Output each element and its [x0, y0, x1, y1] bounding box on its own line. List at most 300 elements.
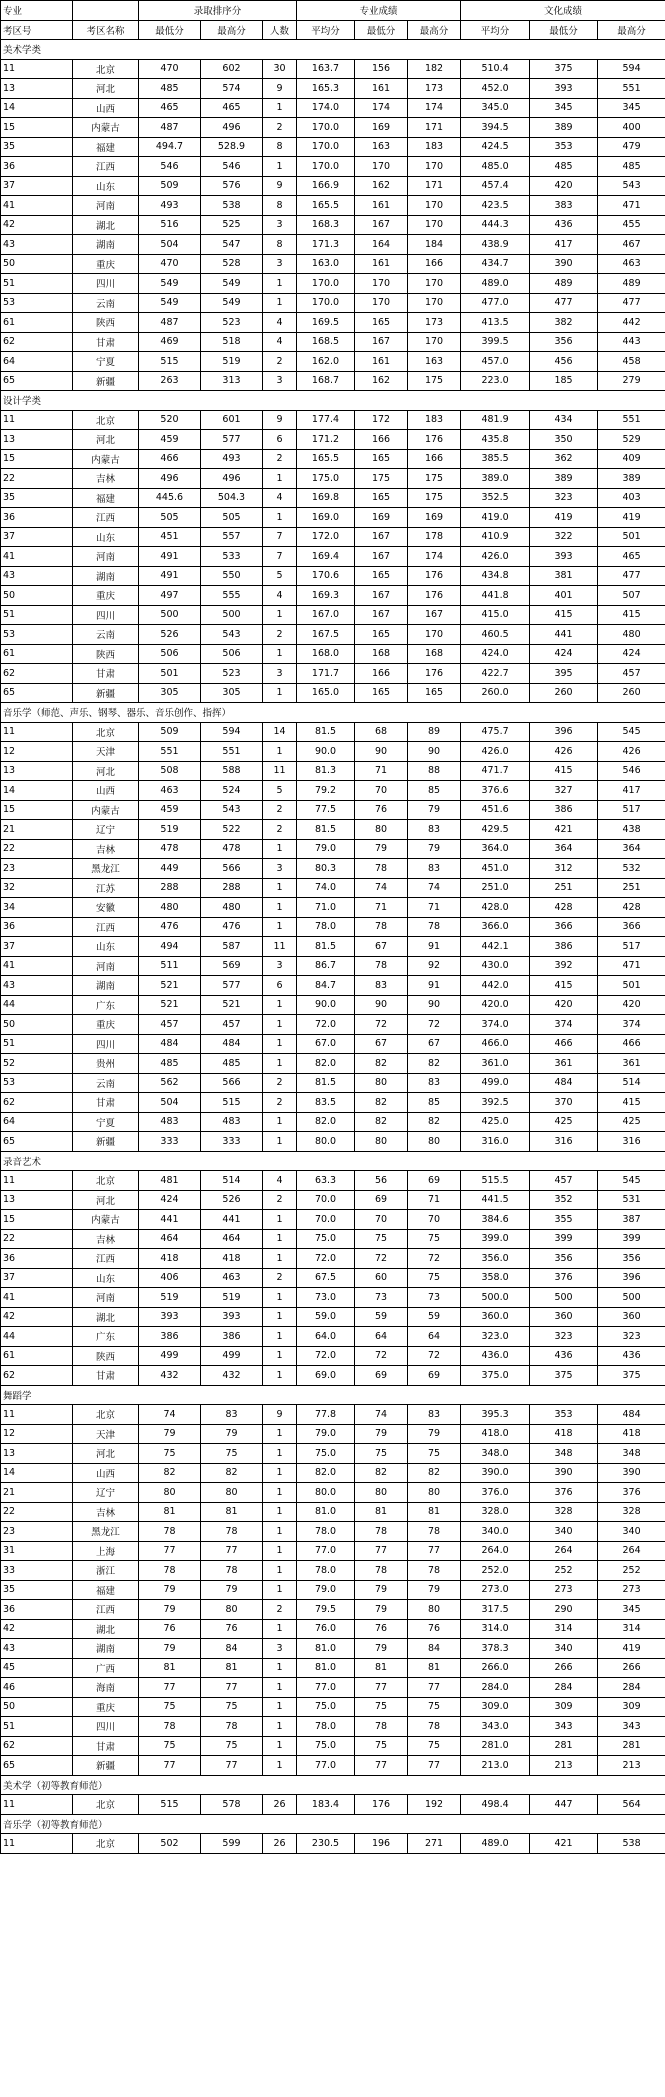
cell-professional-avg: 170.0 [297, 293, 355, 313]
cell-province-name: 云南 [73, 1073, 139, 1093]
cell-province-name: 湖南 [73, 1639, 139, 1659]
cell-culture-max: 418 [598, 1424, 665, 1444]
cell-admission-max: 393 [201, 1307, 263, 1327]
cell-professional-max: 80 [408, 1483, 461, 1503]
cell-professional-max: 271 [408, 1834, 461, 1854]
cell-professional-max: 84 [408, 1639, 461, 1659]
table-row [1, 176, 665, 196]
cell-admission-min: 459 [139, 800, 201, 820]
cell-professional-max: 183 [408, 410, 461, 430]
cell-province-code: 65 [1, 1132, 73, 1152]
cell-province-name: 内蒙古 [73, 800, 139, 820]
cell-culture-max: 424 [598, 644, 665, 664]
cell-province-name: 重庆 [73, 1015, 139, 1035]
cell-count: 1 [263, 98, 297, 118]
cell-province-code: 50 [1, 1697, 73, 1717]
cell-professional-avg: 72.0 [297, 1249, 355, 1269]
cell-culture-min: 251 [530, 878, 598, 898]
cell-professional-min: 165 [355, 566, 408, 586]
cell-province-name: 山东 [73, 176, 139, 196]
cell-professional-avg: 74.0 [297, 878, 355, 898]
cell-admission-max: 80 [201, 1483, 263, 1503]
cell-culture-min: 418 [530, 1424, 598, 1444]
cell-count: 3 [263, 1639, 297, 1659]
cell-culture-min: 355 [530, 1210, 598, 1230]
cell-culture-avg: 460.5 [461, 625, 530, 645]
cell-professional-max: 89 [408, 722, 461, 742]
cell-admission-max: 504.3 [201, 488, 263, 508]
cell-culture-min: 396 [530, 722, 598, 742]
table-header [1, 1, 665, 40]
cell-professional-max: 90 [408, 742, 461, 762]
cell-province-code: 61 [1, 313, 73, 333]
cell-culture-max: 458 [598, 352, 665, 372]
cell-culture-max: 409 [598, 449, 665, 469]
table-row [1, 313, 665, 333]
cell-admission-max: 464 [201, 1229, 263, 1249]
cell-professional-avg: 70.0 [297, 1190, 355, 1210]
cell-professional-max: 165 [408, 683, 461, 703]
cell-province-code: 51 [1, 1034, 73, 1054]
table-row [1, 449, 665, 469]
cell-professional-avg: 77.0 [297, 1756, 355, 1776]
cell-admission-max: 566 [201, 1073, 263, 1093]
cell-province-name: 山西 [73, 781, 139, 801]
cell-culture-max: 531 [598, 1190, 665, 1210]
header-admission-group: 录取排序分 [139, 1, 297, 21]
cell-province-name: 重庆 [73, 1697, 139, 1717]
cell-culture-avg: 284.0 [461, 1678, 530, 1698]
cell-admission-min: 79 [139, 1580, 201, 1600]
cell-culture-avg: 316.0 [461, 1132, 530, 1152]
cell-count: 1 [263, 1541, 297, 1561]
cell-admission-max: 551 [201, 742, 263, 762]
cell-province-code: 62 [1, 1366, 73, 1386]
cell-province-name: 云南 [73, 293, 139, 313]
cell-professional-max: 79 [408, 1580, 461, 1600]
cell-province-code: 41 [1, 547, 73, 567]
cell-culture-avg: 510.4 [461, 59, 530, 79]
cell-province-code: 37 [1, 937, 73, 957]
cell-culture-min: 434 [530, 410, 598, 430]
table-row [1, 1580, 665, 1600]
cell-professional-min: 69 [355, 1366, 408, 1386]
table-row [1, 1268, 665, 1288]
cell-province-code: 62 [1, 664, 73, 684]
cell-culture-avg: 499.0 [461, 1073, 530, 1093]
cell-province-name: 新疆 [73, 1756, 139, 1776]
cell-professional-min: 70 [355, 781, 408, 801]
cell-professional-max: 176 [408, 566, 461, 586]
cell-admission-min: 521 [139, 995, 201, 1015]
cell-professional-avg: 165.5 [297, 196, 355, 216]
cell-admission-min: 78 [139, 1561, 201, 1581]
cell-admission-min: 505 [139, 508, 201, 528]
cell-culture-avg: 415.0 [461, 605, 530, 625]
cell-professional-min: 165 [355, 488, 408, 508]
cell-professional-max: 175 [408, 488, 461, 508]
cell-province-code: 44 [1, 995, 73, 1015]
cell-culture-avg: 451.0 [461, 859, 530, 879]
cell-culture-max: 457 [598, 664, 665, 684]
cell-admission-max: 288 [201, 878, 263, 898]
cell-culture-min: 352 [530, 1190, 598, 1210]
cell-professional-min: 166 [355, 664, 408, 684]
cell-admission-max: 557 [201, 527, 263, 547]
cell-count: 2 [263, 449, 297, 469]
cell-culture-max: 545 [598, 1171, 665, 1191]
cell-professional-min: 79 [355, 1424, 408, 1444]
cell-province-name: 重庆 [73, 254, 139, 274]
cell-professional-min: 172 [355, 410, 408, 430]
cell-admission-min: 519 [139, 820, 201, 840]
cell-professional-avg: 90.0 [297, 995, 355, 1015]
cell-admission-max: 519 [201, 1288, 263, 1308]
cell-admission-max: 78 [201, 1522, 263, 1542]
table-row [1, 332, 665, 352]
cell-count: 1 [263, 1210, 297, 1230]
cell-province-name: 广东 [73, 995, 139, 1015]
cell-professional-avg: 230.5 [297, 1834, 355, 1854]
cell-count: 1 [263, 1132, 297, 1152]
cell-professional-avg: 81.3 [297, 761, 355, 781]
cell-professional-min: 77 [355, 1541, 408, 1561]
cell-professional-max: 83 [408, 859, 461, 879]
cell-culture-min: 457 [530, 1171, 598, 1191]
cell-professional-avg: 72.0 [297, 1346, 355, 1366]
cell-culture-avg: 264.0 [461, 1541, 530, 1561]
cell-admission-max: 75 [201, 1697, 263, 1717]
cell-admission-max: 578 [201, 1795, 263, 1815]
cell-culture-max: 442 [598, 313, 665, 333]
cell-culture-min: 252 [530, 1561, 598, 1581]
cell-culture-max: 517 [598, 800, 665, 820]
cell-culture-avg: 309.0 [461, 1697, 530, 1717]
cell-professional-avg: 79.5 [297, 1600, 355, 1620]
cell-province-code: 22 [1, 469, 73, 489]
cell-professional-min: 75 [355, 1697, 408, 1717]
cell-culture-min: 323 [530, 1327, 598, 1347]
cell-culture-max: 471 [598, 196, 665, 216]
cell-province-name: 山东 [73, 937, 139, 957]
cell-province-name: 天津 [73, 1424, 139, 1444]
cell-province-code: 23 [1, 1522, 73, 1542]
cell-admission-min: 511 [139, 956, 201, 976]
cell-professional-max: 167 [408, 605, 461, 625]
cell-culture-min: 266 [530, 1658, 598, 1678]
cell-culture-max: 484 [598, 1405, 665, 1425]
cell-professional-max: 91 [408, 976, 461, 996]
cell-count: 1 [263, 1327, 297, 1347]
header-province-code: 考区号 [1, 20, 73, 40]
cell-admission-min: 499 [139, 1346, 201, 1366]
cell-professional-min: 176 [355, 1795, 408, 1815]
cell-culture-max: 316 [598, 1132, 665, 1152]
cell-culture-avg: 281.0 [461, 1736, 530, 1756]
cell-admission-max: 82 [201, 1463, 263, 1483]
cell-professional-max: 170 [408, 332, 461, 352]
cell-count: 1 [263, 1346, 297, 1366]
cell-count: 1 [263, 1619, 297, 1639]
table-row [1, 1327, 665, 1347]
cell-culture-min: 401 [530, 586, 598, 606]
cell-culture-min: 361 [530, 1054, 598, 1074]
cell-count: 1 [263, 1502, 297, 1522]
cell-culture-avg: 452.0 [461, 79, 530, 99]
cell-admission-max: 81 [201, 1502, 263, 1522]
cell-culture-avg: 434.8 [461, 566, 530, 586]
table-row [1, 1678, 665, 1698]
cell-culture-min: 316 [530, 1132, 598, 1152]
table-row [1, 508, 665, 528]
cell-province-name: 甘肃 [73, 1366, 139, 1386]
cell-professional-max: 70 [408, 1210, 461, 1230]
cell-admission-max: 543 [201, 800, 263, 820]
cell-province-code: 15 [1, 800, 73, 820]
cell-admission-min: 469 [139, 332, 201, 352]
cell-admission-max: 515 [201, 1093, 263, 1113]
cell-professional-min: 60 [355, 1268, 408, 1288]
cell-admission-max: 83 [201, 1405, 263, 1425]
cell-culture-min: 386 [530, 800, 598, 820]
cell-province-code: 36 [1, 157, 73, 177]
cell-culture-avg: 438.9 [461, 235, 530, 255]
cell-admission-min: 521 [139, 976, 201, 996]
cell-culture-max: 284 [598, 1678, 665, 1698]
cell-culture-min: 381 [530, 566, 598, 586]
cell-culture-avg: 441.5 [461, 1190, 530, 1210]
cell-professional-avg: 167.0 [297, 605, 355, 625]
cell-professional-avg: 82.0 [297, 1112, 355, 1132]
cell-admission-max: 418 [201, 1249, 263, 1269]
cell-professional-min: 167 [355, 527, 408, 547]
cell-culture-avg: 343.0 [461, 1717, 530, 1737]
cell-province-code: 51 [1, 1717, 73, 1737]
cell-admission-min: 77 [139, 1678, 201, 1698]
cell-province-code: 37 [1, 176, 73, 196]
cell-count: 26 [263, 1834, 297, 1854]
cell-professional-min: 78 [355, 1561, 408, 1581]
cell-culture-min: 421 [530, 1834, 598, 1854]
cell-province-code: 15 [1, 449, 73, 469]
cell-culture-avg: 457.4 [461, 176, 530, 196]
cell-admission-min: 81 [139, 1658, 201, 1678]
cell-admission-min: 546 [139, 157, 201, 177]
cell-admission-max: 577 [201, 430, 263, 450]
table-row [1, 1541, 665, 1561]
cell-culture-avg: 498.4 [461, 1795, 530, 1815]
cell-admission-min: 263 [139, 371, 201, 391]
table-row [1, 859, 665, 879]
cell-professional-avg: 167.5 [297, 625, 355, 645]
cell-professional-max: 174 [408, 98, 461, 118]
section-title: 美术学（初等教育师范） [1, 1775, 665, 1795]
cell-admission-max: 84 [201, 1639, 263, 1659]
cell-culture-min: 375 [530, 1366, 598, 1386]
cell-province-name: 四川 [73, 1034, 139, 1054]
cell-culture-avg: 428.0 [461, 898, 530, 918]
cell-culture-avg: 429.5 [461, 820, 530, 840]
table-row [1, 1307, 665, 1327]
cell-culture-min: 264 [530, 1541, 598, 1561]
cell-admission-min: 515 [139, 352, 201, 372]
cell-professional-max: 166 [408, 254, 461, 274]
table-row [1, 761, 665, 781]
cell-professional-min: 78 [355, 1717, 408, 1737]
cell-admission-max: 577 [201, 976, 263, 996]
cell-count: 2 [263, 118, 297, 138]
header-culture-avg: 平均分 [461, 20, 530, 40]
cell-culture-min: 419 [530, 508, 598, 528]
table-row [1, 1619, 665, 1639]
cell-province-name: 天津 [73, 742, 139, 762]
cell-admission-min: 487 [139, 118, 201, 138]
cell-culture-min: 390 [530, 1463, 598, 1483]
cell-professional-max: 170 [408, 157, 461, 177]
cell-professional-avg: 170.0 [297, 157, 355, 177]
cell-professional-min: 167 [355, 332, 408, 352]
cell-province-code: 11 [1, 1834, 73, 1854]
cell-professional-max: 176 [408, 586, 461, 606]
cell-admission-min: 464 [139, 1229, 201, 1249]
cell-culture-min: 290 [530, 1600, 598, 1620]
cell-admission-min: 333 [139, 1132, 201, 1152]
cell-culture-avg: 430.0 [461, 956, 530, 976]
cell-admission-min: 81 [139, 1502, 201, 1522]
cell-culture-min: 375 [530, 59, 598, 79]
cell-count: 5 [263, 781, 297, 801]
cell-province-name: 四川 [73, 1717, 139, 1737]
cell-professional-max: 170 [408, 274, 461, 294]
cell-count: 30 [263, 59, 297, 79]
header-professional-min: 最低分 [355, 20, 408, 40]
cell-admission-min: 485 [139, 79, 201, 99]
header-admission-max: 最高分 [201, 20, 263, 40]
cell-province-name: 江西 [73, 917, 139, 937]
cell-province-name: 黑龙江 [73, 1522, 139, 1542]
cell-province-code: 45 [1, 1658, 73, 1678]
cell-admission-min: 497 [139, 586, 201, 606]
cell-province-code: 33 [1, 1561, 73, 1581]
table-row [1, 1795, 665, 1815]
cell-admission-max: 76 [201, 1619, 263, 1639]
cell-province-code: 13 [1, 761, 73, 781]
cell-professional-avg: 79.0 [297, 1580, 355, 1600]
cell-province-code: 35 [1, 488, 73, 508]
cell-culture-avg: 425.0 [461, 1112, 530, 1132]
cell-count: 3 [263, 859, 297, 879]
cell-culture-avg: 481.9 [461, 410, 530, 430]
cell-professional-max: 90 [408, 995, 461, 1015]
cell-count: 4 [263, 332, 297, 352]
table-row [1, 1015, 665, 1035]
cell-admission-max: 538 [201, 196, 263, 216]
table-row [1, 722, 665, 742]
cell-count: 8 [263, 196, 297, 216]
cell-culture-min: 383 [530, 196, 598, 216]
cell-culture-min: 340 [530, 1639, 598, 1659]
cell-professional-avg: 81.0 [297, 1639, 355, 1659]
cell-professional-avg: 80.0 [297, 1483, 355, 1503]
cell-professional-min: 78 [355, 1522, 408, 1542]
cell-professional-avg: 170.6 [297, 566, 355, 586]
header-professional-group: 专业成绩 [297, 1, 461, 21]
cell-culture-min: 392 [530, 956, 598, 976]
cell-culture-max: 471 [598, 956, 665, 976]
cell-professional-max: 83 [408, 1073, 461, 1093]
cell-count: 1 [263, 1015, 297, 1035]
cell-count: 1 [263, 1561, 297, 1581]
cell-province-code: 15 [1, 1210, 73, 1230]
cell-admission-min: 75 [139, 1444, 201, 1464]
cell-admission-min: 457 [139, 1015, 201, 1035]
cell-admission-min: 476 [139, 917, 201, 937]
cell-province-code: 36 [1, 1600, 73, 1620]
cell-admission-min: 549 [139, 293, 201, 313]
cell-admission-max: 547 [201, 235, 263, 255]
cell-province-name: 湖南 [73, 235, 139, 255]
table-row [1, 1034, 665, 1054]
header-row-columns [1, 20, 665, 40]
cell-professional-max: 78 [408, 1561, 461, 1581]
table-row [1, 1249, 665, 1269]
cell-province-name: 广西 [73, 1658, 139, 1678]
cell-culture-min: 353 [530, 137, 598, 157]
cell-culture-min: 425 [530, 1112, 598, 1132]
cell-culture-min: 477 [530, 293, 598, 313]
cell-professional-min: 76 [355, 800, 408, 820]
cell-professional-max: 78 [408, 1522, 461, 1542]
cell-admission-max: 550 [201, 566, 263, 586]
cell-admission-min: 449 [139, 859, 201, 879]
cell-province-name: 河北 [73, 79, 139, 99]
cell-admission-max: 599 [201, 1834, 263, 1854]
cell-professional-avg: 79.2 [297, 781, 355, 801]
cell-admission-min: 75 [139, 1697, 201, 1717]
table-row [1, 1717, 665, 1737]
cell-professional-max: 168 [408, 644, 461, 664]
cell-culture-min: 386 [530, 937, 598, 957]
cell-culture-avg: 356.0 [461, 1249, 530, 1269]
cell-professional-min: 165 [355, 313, 408, 333]
cell-culture-max: 500 [598, 1288, 665, 1308]
table-row [1, 1444, 665, 1464]
cell-admission-min: 451 [139, 527, 201, 547]
cell-professional-max: 59 [408, 1307, 461, 1327]
cell-admission-min: 496 [139, 469, 201, 489]
cell-professional-max: 184 [408, 235, 461, 255]
cell-professional-max: 173 [408, 79, 461, 99]
cell-professional-min: 165 [355, 449, 408, 469]
cell-province-code: 43 [1, 1639, 73, 1659]
cell-count: 4 [263, 1171, 297, 1191]
cell-province-name: 内蒙古 [73, 449, 139, 469]
cell-culture-max: 507 [598, 586, 665, 606]
cell-professional-max: 176 [408, 664, 461, 684]
cell-professional-avg: 78.0 [297, 917, 355, 937]
cell-culture-max: 419 [598, 508, 665, 528]
table-row [1, 1697, 665, 1717]
cell-admission-max: 523 [201, 664, 263, 684]
cell-professional-avg: 81.5 [297, 820, 355, 840]
table-row [1, 1502, 665, 1522]
cell-professional-max: 75 [408, 1444, 461, 1464]
cell-province-name: 河北 [73, 761, 139, 781]
cell-admission-max: 500 [201, 605, 263, 625]
cell-province-name: 甘肃 [73, 664, 139, 684]
cell-province-code: 41 [1, 956, 73, 976]
cell-professional-min: 161 [355, 79, 408, 99]
